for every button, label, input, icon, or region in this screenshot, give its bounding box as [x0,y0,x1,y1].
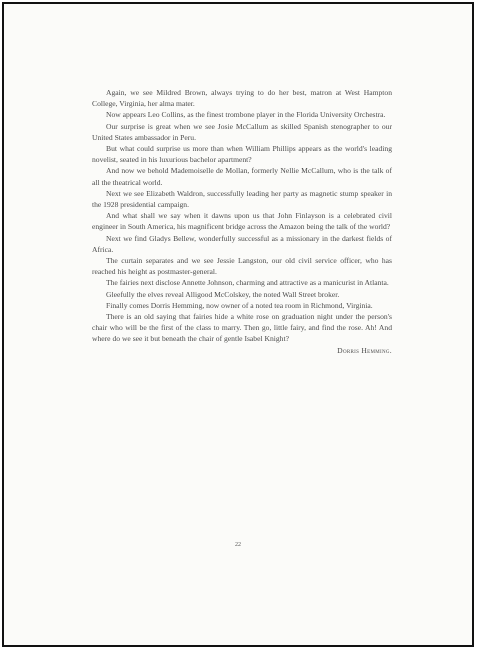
paragraph-2: Now appears Leo Collins, as the finest trombone player in the Florida University Orchestra. [106,110,386,120]
paragraph-9: The curtain separates and we see Jessie Langston, our old civil service officer, who has reached his height as postmaster-general. [92,256,392,277]
paragraph-7: And what shall we say when it dawns upon us that John Finlayson is a celebrated civil engineer in South America, his magnificent bridge across the Amazon being the talk of the world? [92,211,392,232]
paragraph-6: Next we see Elizabeth Waldron, successfully leading her party as magnetic stump speaker in the 1928 presidential campaign. [92,188,392,210]
paragraph-12: Finally comes Dorris Hemming, now owner of a noted tea room in Richmond, Virginia. [106,300,373,310]
paragraph-8: Next we find Gladys Bellew, wonderfully successful as a missionary in the darkest fields of Africa. [92,233,392,254]
document-body [92,87,392,356]
paragraph-3: Our surprise is great when we see Josie McCallum as skilled Spanish stenographer to our United States ambassador in Peru. [92,121,392,142]
paragraph-11: Gleefully the elves reveal Alligood McColskey, the noted Wall Street broker. [106,289,340,299]
paragraph-5: And now we behold Mademoiselle de Mollan, formerly Nellie McCallum, who is the talk of all the theatrical world. [92,166,392,187]
page-number: 22 [235,542,241,548]
paragraph-10: The fairies next disclose Annette Johnson, charming and attractive as a manicurist in Atlanta. [106,278,389,288]
paragraph-1: Again, we see Mildred Brown, always trying to do her best, matron at West Hampton College, Virginia, her alma mater. [92,88,392,109]
page-frame [2,2,474,647]
author-signature: Dorris Hemming. [337,345,392,355]
paragraph-4: But what could surprise us more than when William Phillips appears as the world's leading novelist, seated in his luxurious bachelor apartment? [92,144,392,165]
paragraph-13: There is an old saying that fairies hide a white rose on graduation night under the person's chair who will be the first of the class to marry. Then go, little fairy, and find the rose. Ah! And where do we see it but beneath the chair of gentle Isabel Knight? [92,312,392,344]
